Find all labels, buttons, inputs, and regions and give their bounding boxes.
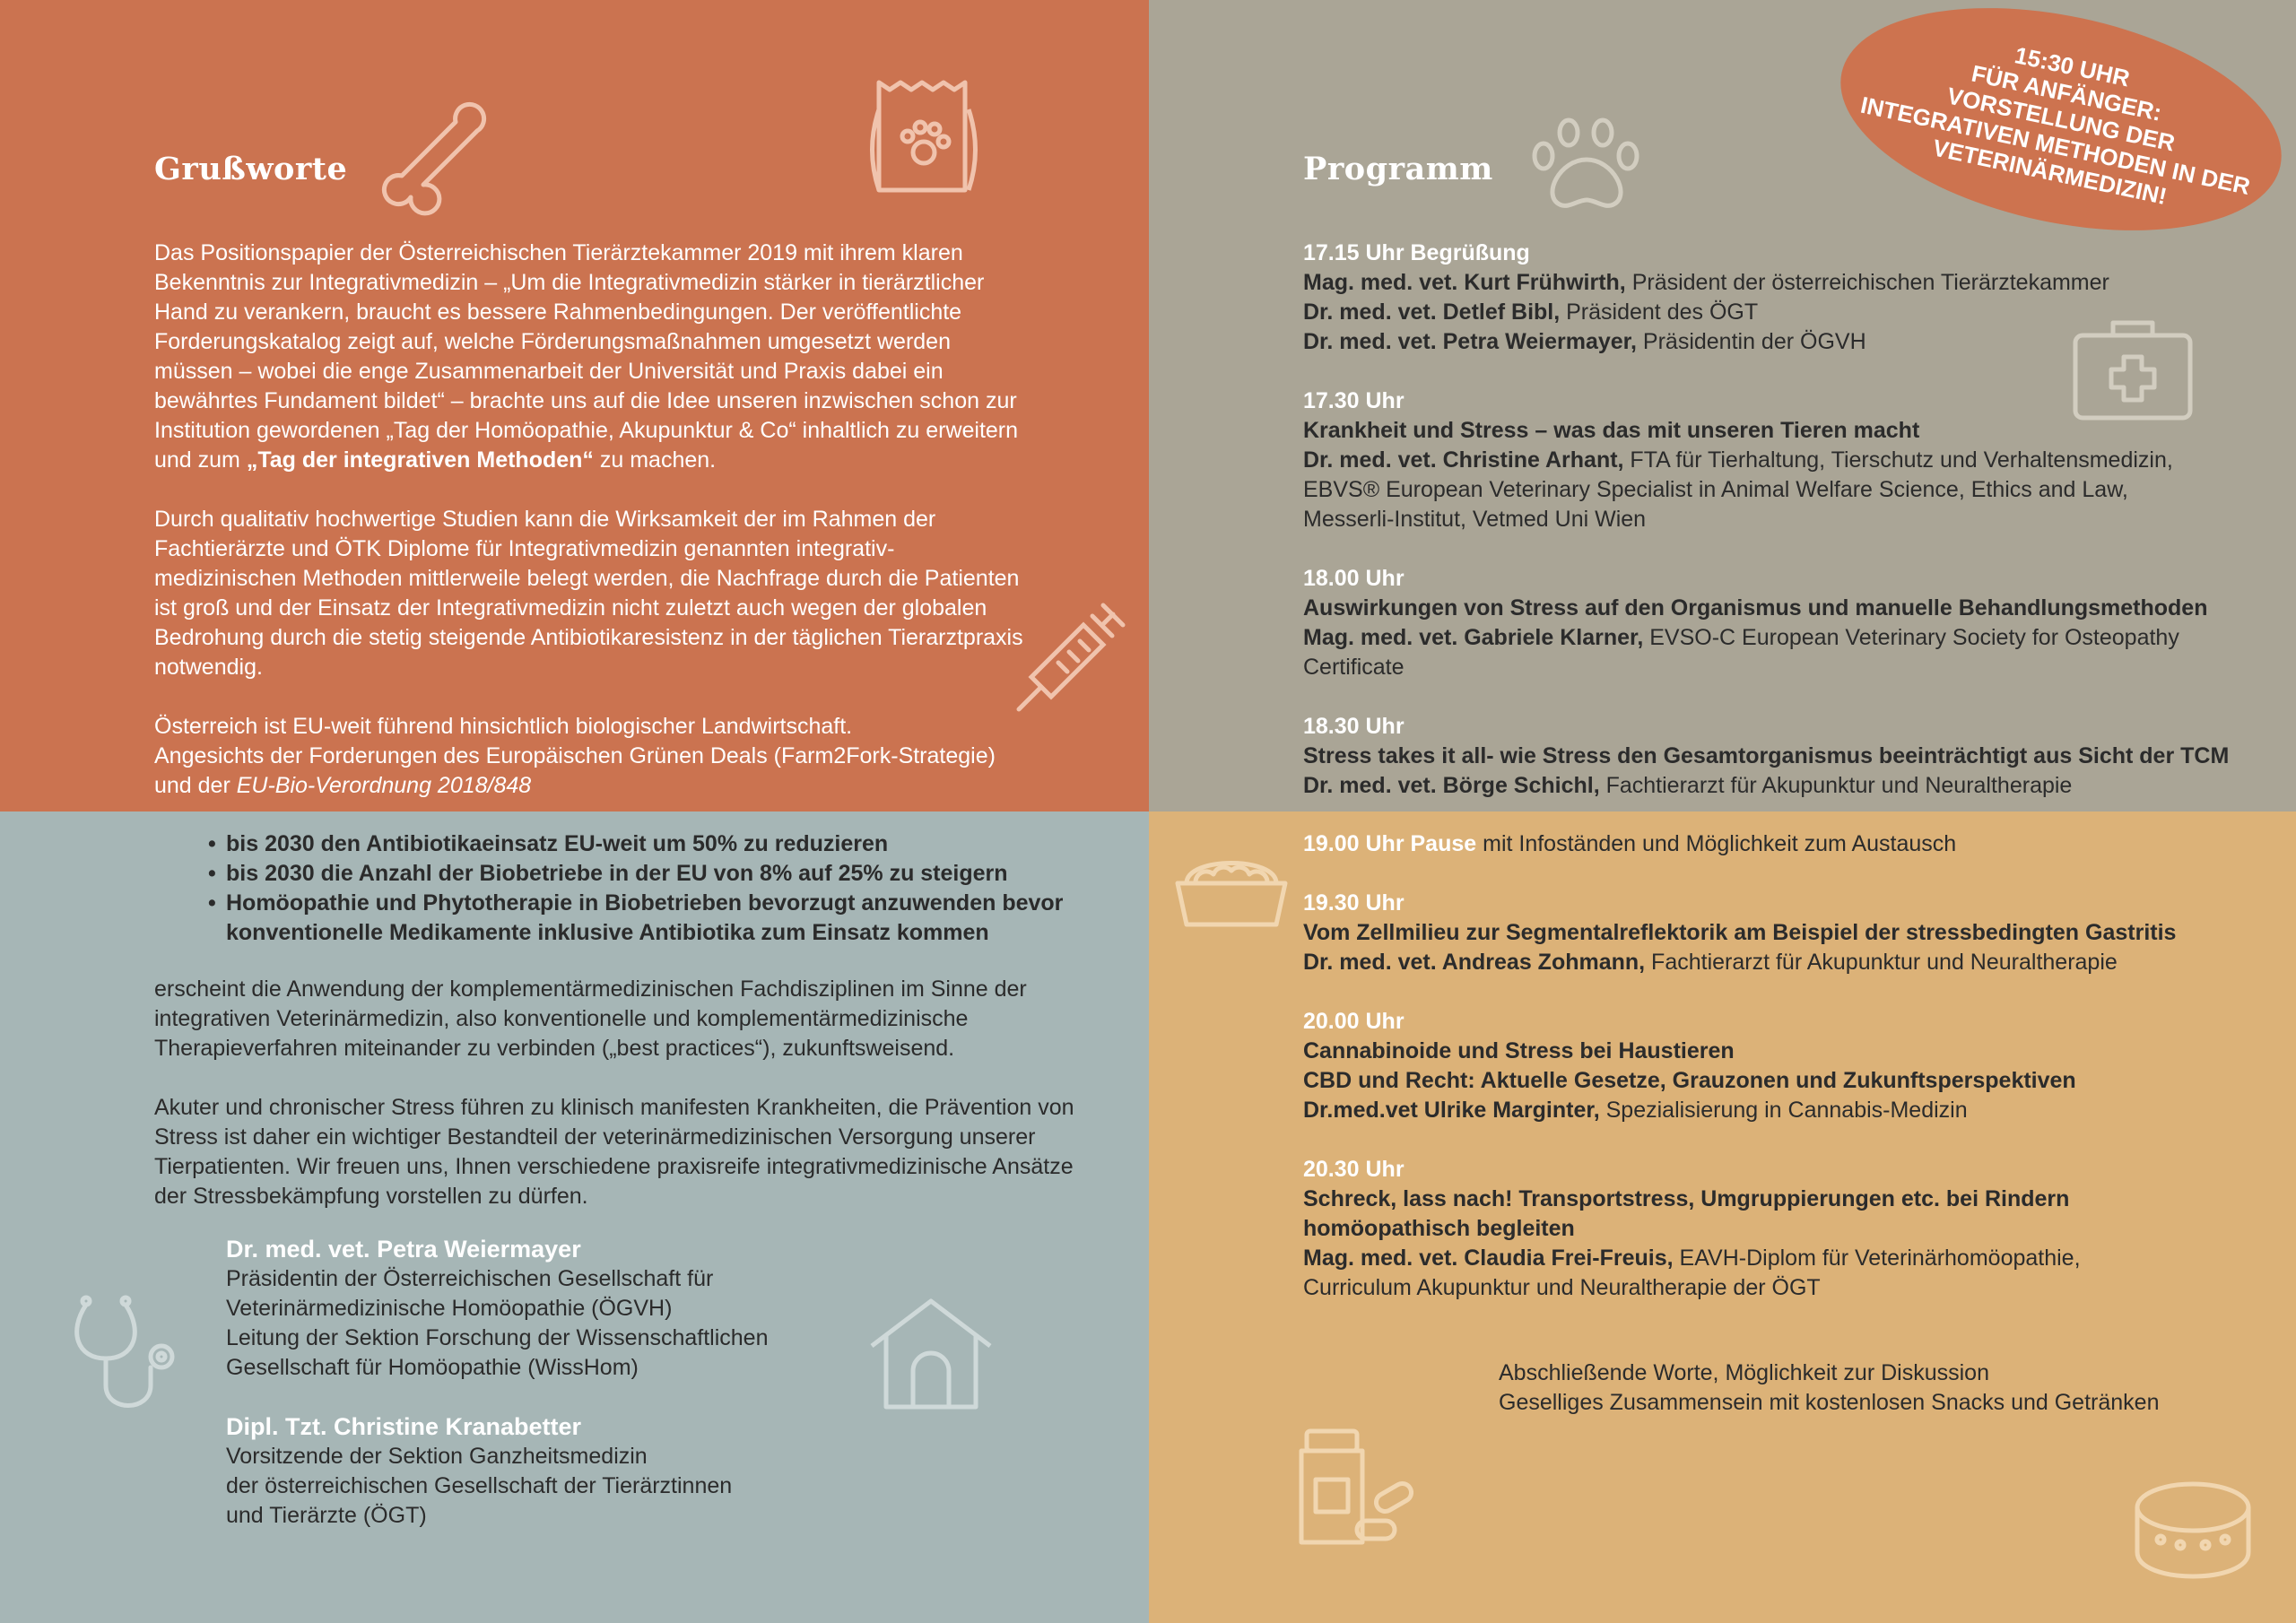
greeting-body [154,239,1024,801]
program-item-2030: 20.30 Uhr Schreck, lass nach! Transportstress, Umgruppierungen etc. bei Rindern homöopathisch begleiten Mag. med. vet. Claudia Frei-Freuis, EAVH-Diplom für Veterinärhomöopathie, Curriculum Akupunktur und Neuraltherapie der ÖGT [1303,1157,2081,1300]
stethoscope-icon [68,1294,185,1419]
eu-goals-list [208,829,1105,948]
intro-paragraph-3: Österreich ist EU-weit führend hinsichtlich biologischer Landwirtschaft. Angesichts der Forderungen des Europäischen Grünen Deals (Farm2Fork-Strategie) und der EU-Bio-Verordnung 2018/848 [154,714,996,798]
pet-bowl-icon [1169,838,1294,937]
signatures [226,1235,961,1531]
list-item: • bis 2030 den Antibiotikaeinsatz EU-weit um 50% zu reduzieren [208,829,1105,859]
signature-kranabetter: Dipl. Tzt. Christine Kranabetter Vorsitzende der Sektion Ganzheitsmedizin der österreichischen Gesellschaft der Tierärztinnen und Tierärzte (ÖGT) [226,1413,733,1528]
program-item-1830: 18.30 Uhr Stress takes it all- wie Stress den Gesamtorganismus beeinträchtigt aus Sicht der TCM Dr. med. vet. Börge Schichl, Fachtierarzt für Akupunktur und Neuraltherapie [1303,714,2230,798]
bone-icon [375,97,500,222]
program-list-bottom [1303,829,2254,1303]
program-item-1715: 17.15 Uhr Begrüßung Mag. med. vet. Kurt Frühwirth, Präsident der österreichischen Tierärztekammer Dr. med. vet. Detlef Bibl, Präsident des ÖGT Dr. med. vet. Petra Weiermayer, Präsidentin der ÖGVH [1303,240,2109,354]
program-title: Programm [1303,151,1493,187]
list-item: • Homöopathie und Phytotherapie in Biobetrieben bevorzugt anzuwenden bevor konventionelle Medikamente inklusive Antibiotika zum Einsatz kommen [208,889,1105,948]
syringe-icon [1006,587,1132,713]
greeting-title: Grußworte [154,151,348,187]
pet-food-bag-icon [866,74,983,199]
program-item-1900: 19.00 Uhr Pause mit Infoständen und Möglichkeit zum Austausch [1303,831,1957,856]
program-item-1800: 18.00 Uhr Auswirkungen von Stress auf den Organismus und manuelle Behandlungsmethoden Mag. med. vet. Gabriele Klarner, EVSO-C European Veterinary Society for Osteopathy Certificate [1303,566,2208,680]
badge-text: 15:30 UHR FÜR ANFÄNGER: VORSTELLUNG DER INTEGRATIVEN METHODEN IN DER VETERINÄRMEDIZIN! [1857,41,2253,210]
program-panel-continued [1149,812,2296,1623]
greeting-body-continued [154,975,1105,1211]
pet-collar-icon [2130,1475,2256,1592]
paragraph-5: Akuter und chronischer Stress führen zu klinisch manifesten Krankheiten, die Prävention von Stress ist daher ein wichtiger Bestandteil der veterinärmedizinischen Versorgung unserer Tierpatienten. Wir freuen uns, Ihnen verschiedene praxisreife integrativmedizinische Ansätze der Stressbekämpfung vorstellen zu dürfen. [154,1095,1074,1209]
intro-paragraph-2: Durch qualitativ hochwertige Studien kann die Wirksamkeit der im Rahmen der Fachtierärzte und ÖTK Diplome für Integrativmedizin genannten integrativ-medizinischen Methoden mittlerweile belegt werden, die Nachfrage durch die Patienten ist groß und der Einsatz der Integrativmedizin nicht zuletzt auch wegen der globalen Bedrohung durch die stetig steigende Antibiotikaresistenz in der täglichen Tierarztpraxis notwendig. [154,507,1023,680]
program-item-2000: 20.00 Uhr Cannabinoide und Stress bei Haustieren CBD und Recht: Aktuelle Gesetze, Grauzonen und Zukunftsperspektiven Dr.med.vet Ulrike Marginter, Spezialisierung in Cannabis-Medizin [1303,1009,2076,1123]
paragraph-4: erscheint die Anwendung der komplementärmedizinischen Fachdisziplinen im Sinne der integrativen Veterinärmedizin, also konventionelle und komplementärmedizinische Therapieverfahren miteinander zu verbinden („best practices“), zukunftsweisend. [154,976,1027,1061]
paw-print-icon [1524,115,1649,222]
greeting-panel [0,0,1149,812]
program-item-1730: 17.30 Uhr Krankheit und Stress – was das mit unseren Tieren macht Dr. med. vet. Christine Arhant, FTA für Tierhaltung, Tierschutz und Verhaltensmedizin, EBVS® European Veterinary Specialist in Animal Welfare Science, Ethics and Law, Messerli-Institut, Vetmed Uni Wien [1303,388,2173,532]
list-item: • bis 2030 die Anzahl der Biobetriebe in der EU von 8% auf 25% zu steigern [208,859,1105,889]
greeting-panel-continued [0,812,1149,1623]
medicine-bottle-icon [1292,1426,1418,1551]
program-item-1930: 19.30 Uhr Vom Zellmilieu zur Segmentalreflektorik am Beispiel der stressbedingten Gastritis Dr. med. vet. Andreas Zohmann, Fachtierarzt für Akupunktur und Neuraltherapie [1303,890,2177,975]
closing-remarks: Abschließende Worte, Möglichkeit zur Diskussion Geselliges Zusammensein mit kostenlosen Snacks und Getränken [1499,1360,2160,1415]
dog-house-icon [866,1296,996,1412]
intro-paragraph-1: Das Positionspapier der Österreichischen Tierärztekammer 2019 mit ihrem klaren Bekenntnis zur Integrativmedizin – „Um die Integrativmedizin stärker in tierärztlicher Hand zu verankern, braucht es bessere Rahmenbedingungen. Der veröffentlichte Forderungskatalog zeigt auf, welche Förderungsmaßnahmen umgesetzt werden müssen – wobei die enge Zusammenarbeit der Universität und Praxis dabei ein bewährtes Fundament bildet“ – brachte uns auf die Idee unseren inzwischen schon zur Institution gewordenen „Tag der Homöopathie, Akupunktur & Co“ inhaltlich zu erweitern und zum „Tag der integrativen Methoden“ zu machen. [154,240,1019,473]
signature-weiermayer: Dr. med. vet. Petra Weiermayer Präsidentin der Österreichischen Gesellschaft für Veterinärmedizinische Homöopathie (ÖGVH) Leitung der Sektion Forschung der Wissenschaftlichen Gesellschaft für Homöopathie (WissHom) [226,1236,769,1380]
program-list-top [1303,239,2254,801]
